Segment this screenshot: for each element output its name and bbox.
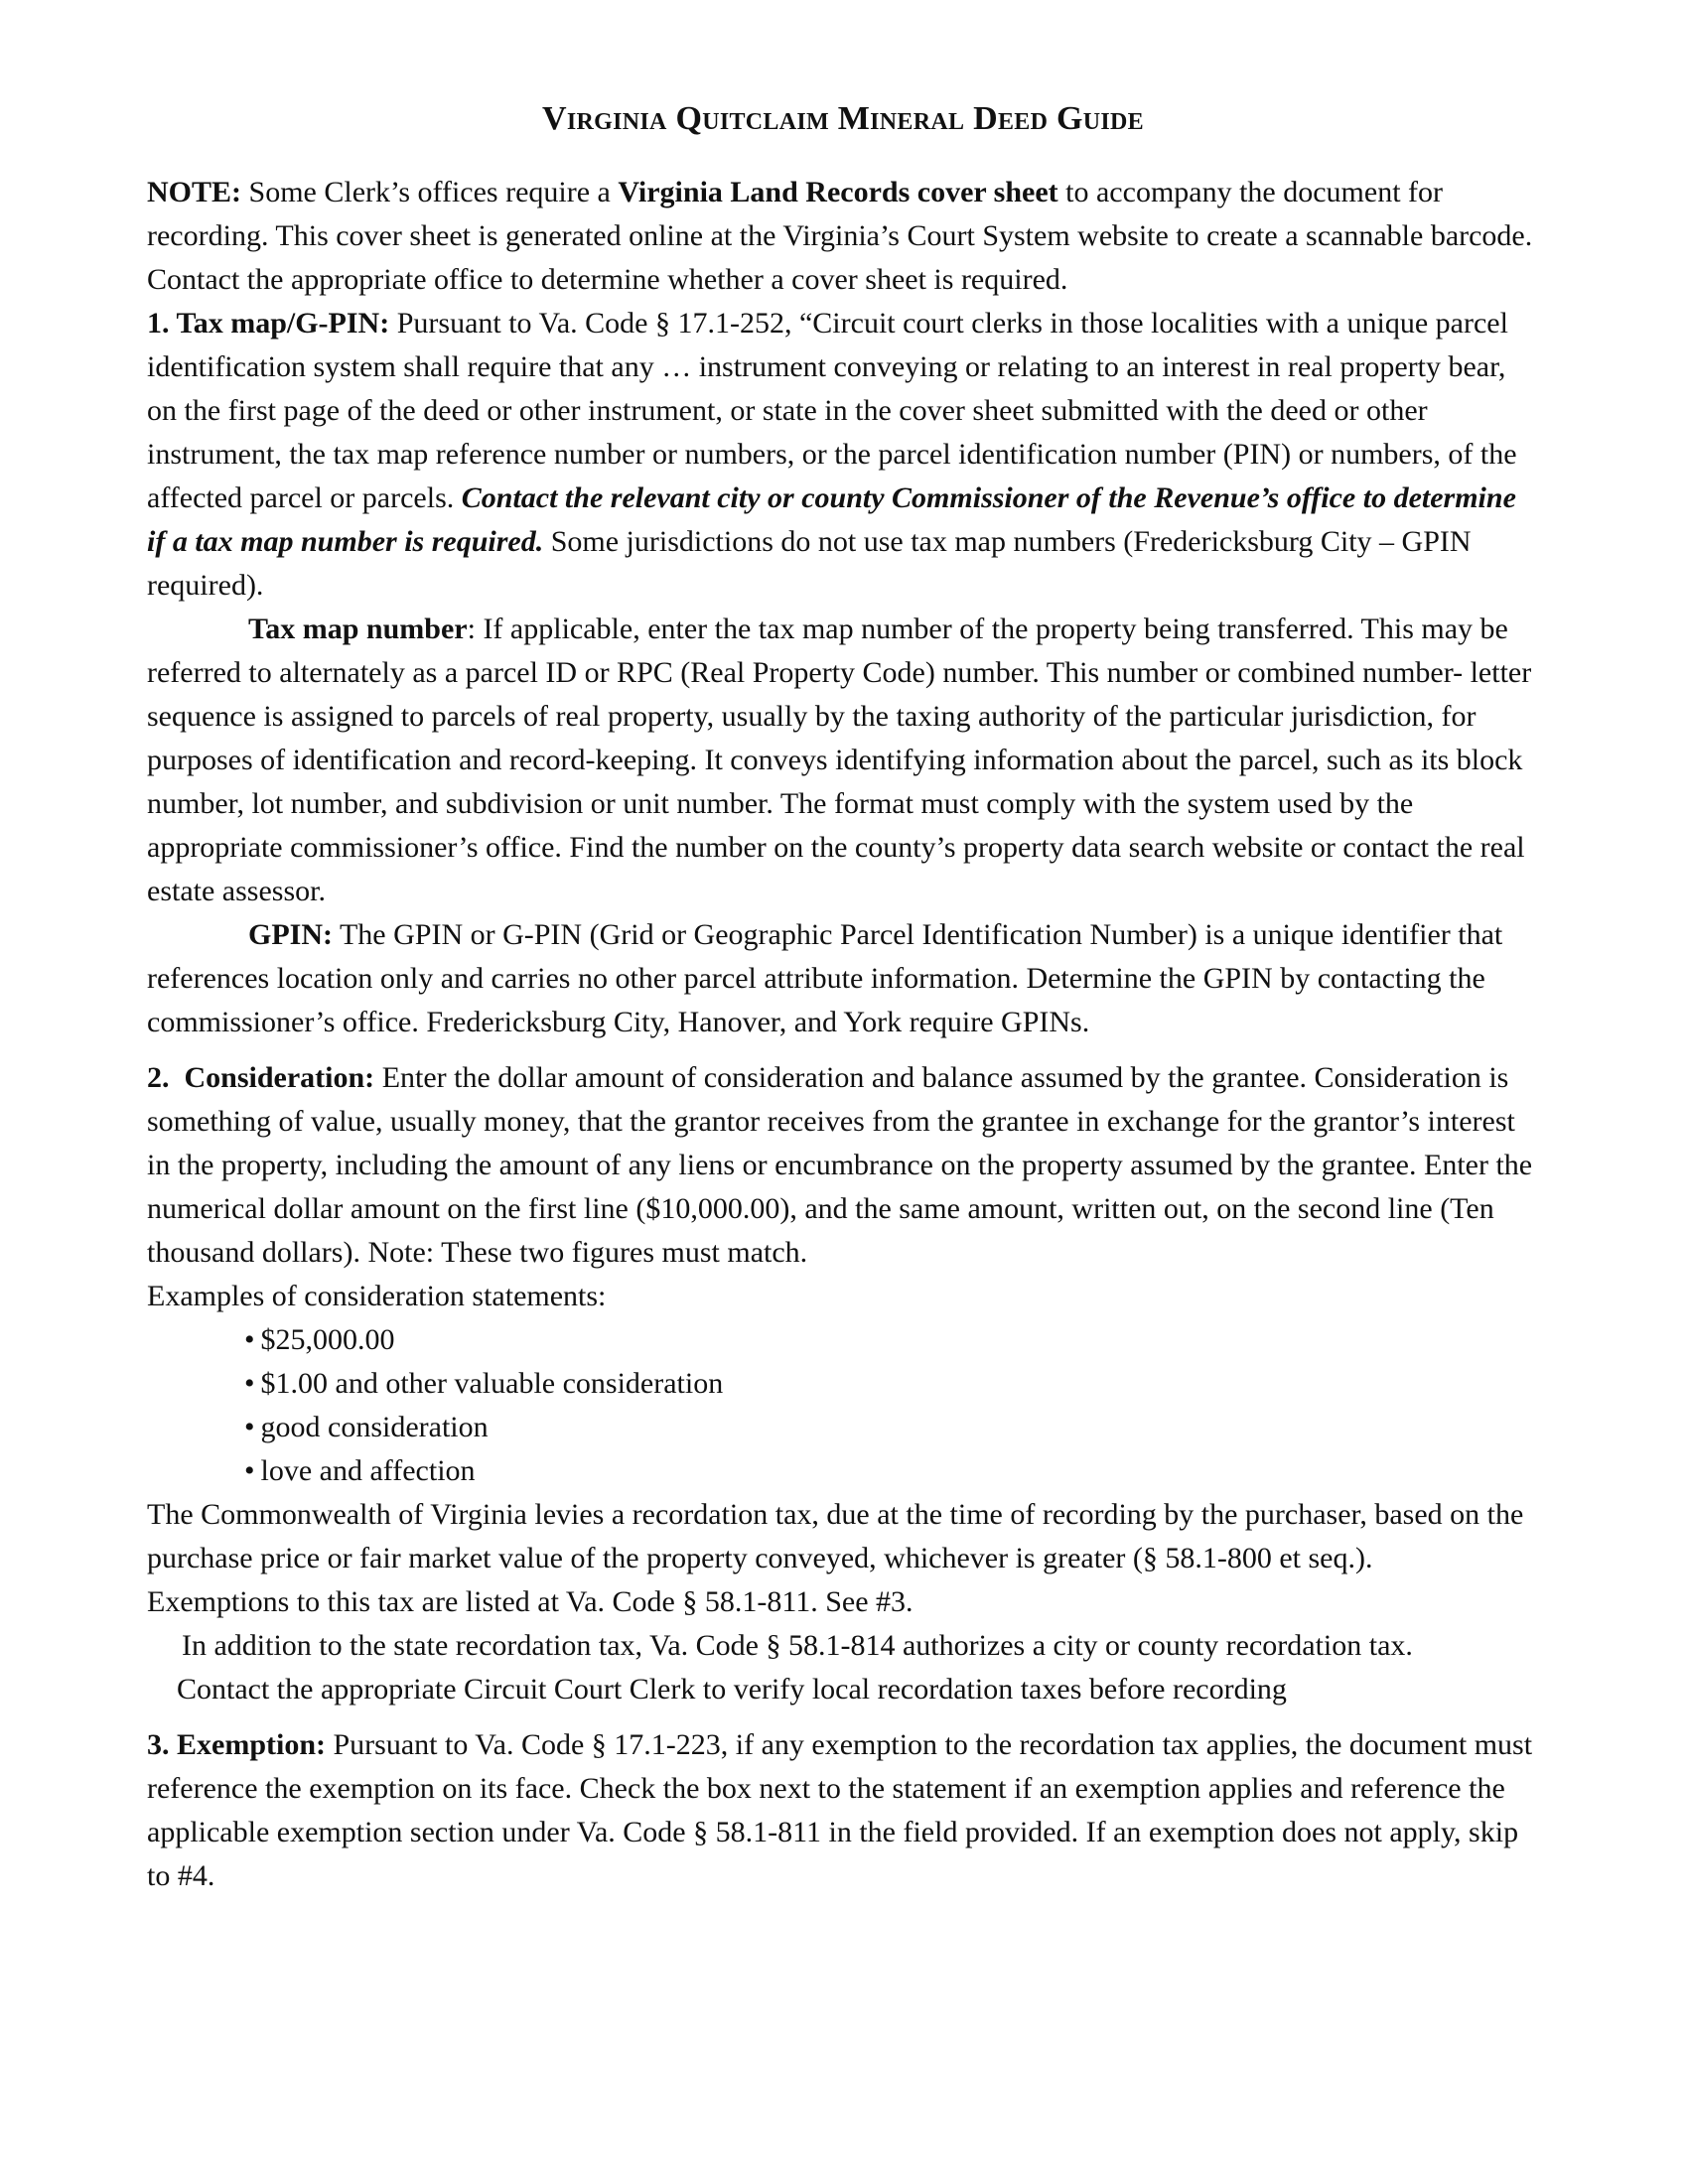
section-1-label: 1. Tax map/G-PIN:	[147, 307, 390, 340]
section-3-paragraph	[147, 1723, 1539, 1898]
page-title: Virginia Quitclaim Mineral Deed Guide	[542, 100, 1144, 137]
section-1-emphasis: Contact the relevant city or county Commissioner of the Revenue’s office to determine if a tax map number is required.	[147, 481, 1516, 558]
local-tax-line-2: Contact the appropriate Circuit Court Clerk to verify local recordation taxes before recording	[177, 1673, 1287, 1706]
examples-intro: Examples of consideration statements:	[147, 1280, 607, 1312]
gpin-label: GPIN:	[248, 918, 333, 951]
section-3-text: Pursuant to Va. Code § 17.1-223, if any exemption to the recordation tax applies, the document must reference the exemption on its face. Check the box next to the statement if an exemption applies and reference the applicable exemption section under Va. Code § 58.1-811 in the field provided. If an exemption does not apply, skip to #4.	[147, 1728, 1533, 1892]
list-item: • $1.00 and other valuable consideration	[244, 1362, 1539, 1406]
tax-map-text: : If applicable, enter the tax map number of the property being transferred. This may be referred to alternately as a parcel ID or RPC (Real Property Code) number. This number or combined number- letter sequence is assigned to parcels of real property, usually by the taxing authority of the particular jurisdiction, for purposes of identification and record-keeping. It conveys identifying information about the parcel, such as its block number, lot number, and subdivision or unit number. The format must comply with the system used by the appropriate commissioner’s office. Find the number on the county’s property data search website or contact the real estate assessor.	[147, 613, 1532, 907]
section-2-text: Enter the dollar amount of consideration and balance assumed by the grantee. Consideration is something of value, usually money, that the grantor receives from the grantee in exchange for the grantor’s interest in the property, including the amount of any liens or encumbrance on the property assumed by the grantee. Enter the numerical dollar amount on the first line ($10,000.00), and the same amount, written out, on the second line (Ten thousand dollars). Note: These two figures must match.	[147, 1061, 1533, 1269]
section-3-label: 3. Exemption:	[147, 1728, 326, 1761]
list-item: • good consideration	[244, 1406, 1539, 1449]
section-2-paragraph	[147, 1056, 1539, 1275]
note-text-continued: to accompany the document for recording. This cover sheet is generated online at the Virginia’s Court System website to create a scannable barcode. Contact the appropriate office to determine whether a cover sheet is required.	[147, 176, 1533, 296]
note-label: NOTE:	[147, 176, 242, 208]
recordation-tax-paragraph: The Commonwealth of Virginia levies a recordation tax, due at the time of recording by the purchaser, based on the purchase price or fair market value of the property conveyed, whichever is greater (§ 58.1-800 et seq.).	[147, 1498, 1524, 1574]
section-1-text: Pursuant to Va. Code § 17.1-252, “Circuit court clerks in those localities with a unique parcel identification system shall require that any … instrument conveying or relating to an interest in real property bear, on the first page of the deed or other instrument, or state in the cover sheet submitted with the deed or other instrument, the tax map reference number or numbers, or the parcel identification number (PIN) or numbers, of the affected parcel or parcels.	[147, 307, 1517, 514]
exemptions-paragraph: Exemptions to this tax are listed at Va. Code § 58.1-811. See #3.	[147, 1585, 914, 1618]
section-2-label: 2. Consideration:	[147, 1061, 375, 1094]
cover-sheet-phrase: Virginia Land Records cover sheet	[618, 176, 1058, 208]
list-item: • $25,000.00	[244, 1318, 1539, 1362]
gpin-paragraph	[147, 913, 1539, 1044]
local-tax-line-1: In addition to the state recordation tax, Va. Code § 58.1-814 authorizes a city or county recordation tax.	[182, 1629, 1413, 1662]
tax-map-label: Tax map number	[248, 613, 468, 645]
section-1-text-continued: Some jurisdictions do not use tax map numbers (Fredericksburg City – GPIN required).	[147, 525, 1472, 602]
tax-map-paragraph	[147, 608, 1539, 913]
gpin-text: The GPIN or G-PIN (Grid or Geographic Parcel Identification Number) is a unique identifier that references location only and carries no other parcel attribute information. Determine the GPIN by contacting the commissioner’s office. Fredericksburg City, Hanover, and York require GPINs.	[147, 918, 1503, 1038]
note-text: Some Clerk’s offices require a	[241, 176, 619, 208]
list-item: • love and affection	[244, 1449, 1539, 1493]
note-paragraph	[147, 171, 1539, 302]
section-1-paragraph	[147, 302, 1539, 608]
consideration-examples-list	[147, 1318, 1539, 1493]
